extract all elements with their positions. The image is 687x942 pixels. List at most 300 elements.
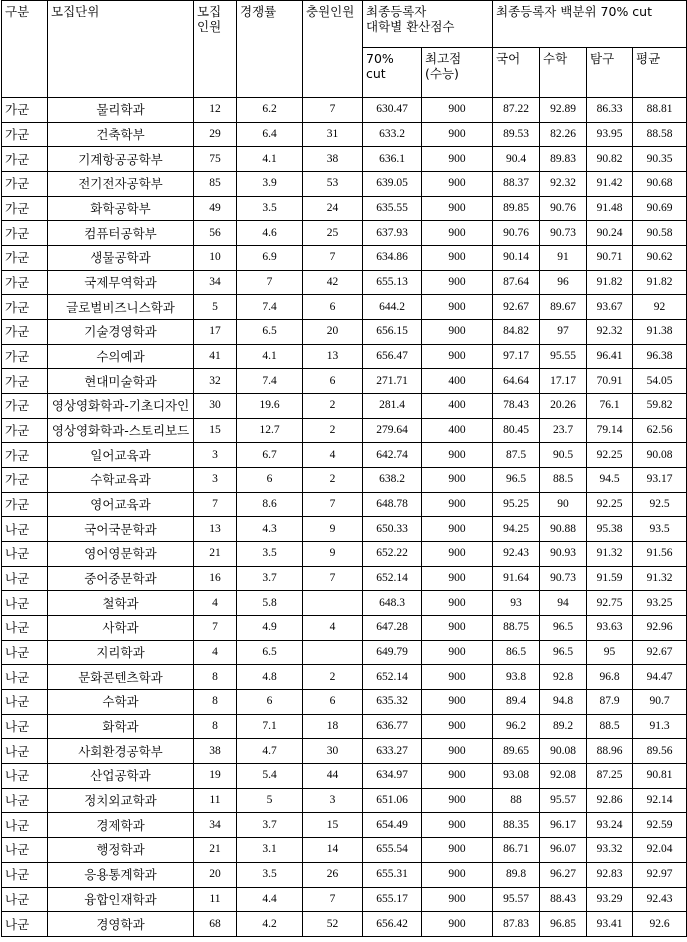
cell-math: 92.89 <box>540 98 587 123</box>
cell-competition: 6.2 <box>237 98 303 123</box>
cell-korean: 91.64 <box>493 566 540 591</box>
cell-inquiry: 92.75 <box>587 591 633 616</box>
cell-average: 92.43 <box>633 887 687 912</box>
cell-max-score: 900 <box>422 788 493 813</box>
cell-competition: 3.7 <box>237 813 303 838</box>
cell-korean: 96.2 <box>493 714 540 739</box>
cell-cut70-score: 634.97 <box>363 764 422 789</box>
cell-average: 88.81 <box>633 98 687 123</box>
cell-extra: 4 <box>303 443 363 468</box>
cell-max-score: 900 <box>422 517 493 542</box>
cell-math: 90.08 <box>540 739 587 764</box>
cell-competition: 4.6 <box>237 221 303 246</box>
cell-korean: 87.64 <box>493 270 540 295</box>
cell-korean: 87.22 <box>493 98 540 123</box>
cell-quota: 21 <box>194 542 237 567</box>
cell-max-score: 900 <box>422 838 493 863</box>
cell-division: 나군 <box>2 616 48 641</box>
cell-division: 가군 <box>2 320 48 345</box>
cell-division: 나군 <box>2 788 48 813</box>
cell-math: 20.26 <box>540 394 587 419</box>
table-row <box>2 443 687 468</box>
cell-extra: 3 <box>303 788 363 813</box>
cell-quota: 29 <box>194 122 237 147</box>
cell-competition: 4.1 <box>237 344 303 369</box>
cell-cut70-score: 655.54 <box>363 838 422 863</box>
cell-cut70-score: 656.15 <box>363 320 422 345</box>
cell-division: 나군 <box>2 690 48 715</box>
table-row <box>2 468 687 493</box>
cell-unit: 컴퓨터공학부 <box>48 221 194 246</box>
cell-average: 92.97 <box>633 862 687 887</box>
cell-extra: 53 <box>303 172 363 197</box>
cell-extra <box>303 640 363 665</box>
cell-max-score: 900 <box>422 887 493 912</box>
cell-extra: 42 <box>303 270 363 295</box>
cell-average: 91.56 <box>633 542 687 567</box>
admission-results-table <box>1 0 687 937</box>
cell-average: 92.96 <box>633 616 687 641</box>
cell-competition: 6 <box>237 690 303 715</box>
cell-division: 가군 <box>2 196 48 221</box>
cell-extra: 26 <box>303 862 363 887</box>
cell-quota: 7 <box>194 616 237 641</box>
cell-extra: 18 <box>303 714 363 739</box>
cell-inquiry: 88.5 <box>587 714 633 739</box>
cell-max-score: 900 <box>422 221 493 246</box>
cell-extra: 24 <box>303 196 363 221</box>
header-extra: 충원인원 <box>303 1 363 98</box>
cell-korean: 86.5 <box>493 640 540 665</box>
cell-quota: 30 <box>194 394 237 419</box>
cell-cut70-score: 633.2 <box>363 122 422 147</box>
cell-division: 가군 <box>2 295 48 320</box>
cell-average: 59.82 <box>633 394 687 419</box>
cell-average: 93.17 <box>633 468 687 493</box>
cell-inquiry: 93.29 <box>587 887 633 912</box>
cell-quota: 32 <box>194 369 237 394</box>
cell-cut70-score: 654.49 <box>363 813 422 838</box>
cell-math: 96.85 <box>540 912 587 937</box>
cell-extra: 6 <box>303 690 363 715</box>
cell-division: 가군 <box>2 418 48 443</box>
cell-inquiry: 86.33 <box>587 98 633 123</box>
cell-max-score: 900 <box>422 591 493 616</box>
cell-extra: 2 <box>303 468 363 493</box>
cell-math: 94 <box>540 591 587 616</box>
cell-average: 91.3 <box>633 714 687 739</box>
cell-extra: 2 <box>303 418 363 443</box>
cell-competition: 6 <box>237 468 303 493</box>
table-row <box>2 838 687 863</box>
cell-extra: 31 <box>303 122 363 147</box>
cell-unit: 전기전자공학부 <box>48 172 194 197</box>
cell-unit: 일어교육과 <box>48 443 194 468</box>
cell-max-score: 900 <box>422 468 493 493</box>
cell-korean: 80.45 <box>493 418 540 443</box>
cell-max-score: 900 <box>422 616 493 641</box>
cell-unit: 수학과 <box>48 690 194 715</box>
table-row <box>2 591 687 616</box>
cell-quota: 49 <box>194 196 237 221</box>
cell-max-score: 900 <box>422 172 493 197</box>
cell-korean: 90.4 <box>493 147 540 172</box>
cell-competition: 6.5 <box>237 640 303 665</box>
cell-extra: 2 <box>303 394 363 419</box>
header-inquiry: 탐구 <box>587 48 633 98</box>
cell-unit: 건축학부 <box>48 122 194 147</box>
cell-extra: 7 <box>303 246 363 271</box>
cell-cut70-score: 638.2 <box>363 468 422 493</box>
cell-inquiry: 91.82 <box>587 270 633 295</box>
cell-math: 94.8 <box>540 690 587 715</box>
cell-division: 가군 <box>2 172 48 197</box>
cell-math: 88.5 <box>540 468 587 493</box>
cell-unit: 현대미술학과 <box>48 369 194 394</box>
cell-division: 나군 <box>2 838 48 863</box>
cell-competition: 8.6 <box>237 492 303 517</box>
cell-quota: 38 <box>194 739 237 764</box>
cell-math: 95.57 <box>540 788 587 813</box>
table-row <box>2 739 687 764</box>
cell-competition: 4.3 <box>237 517 303 542</box>
cell-math: 97 <box>540 320 587 345</box>
cell-math: 92.08 <box>540 764 587 789</box>
cell-math: 89.67 <box>540 295 587 320</box>
cell-korean: 95.57 <box>493 887 540 912</box>
cell-korean: 87.5 <box>493 443 540 468</box>
cell-competition: 5.4 <box>237 764 303 789</box>
cell-extra <box>303 591 363 616</box>
cell-division: 나군 <box>2 764 48 789</box>
cell-extra: 9 <box>303 517 363 542</box>
cell-extra: 7 <box>303 492 363 517</box>
cell-unit: 국어국문학과 <box>48 517 194 542</box>
cell-quota: 3 <box>194 443 237 468</box>
cell-cut70-score: 647.28 <box>363 616 422 641</box>
cell-max-score: 900 <box>422 196 493 221</box>
cell-quota: 20 <box>194 862 237 887</box>
cell-competition: 7.4 <box>237 295 303 320</box>
table-row <box>2 394 687 419</box>
cell-inquiry: 93.63 <box>587 616 633 641</box>
cell-math: 90 <box>540 492 587 517</box>
cell-inquiry: 90.71 <box>587 246 633 271</box>
cell-max-score: 900 <box>422 739 493 764</box>
cell-max-score: 900 <box>422 542 493 567</box>
cell-extra: 4 <box>303 616 363 641</box>
cell-division: 나군 <box>2 517 48 542</box>
cell-cut70-score: 635.32 <box>363 690 422 715</box>
cell-unit: 생물공학과 <box>48 246 194 271</box>
cell-math: 82.26 <box>540 122 587 147</box>
cell-unit: 사학과 <box>48 616 194 641</box>
cell-inquiry: 92.25 <box>587 492 633 517</box>
cell-max-score: 400 <box>422 394 493 419</box>
cell-cut70-score: 649.79 <box>363 640 422 665</box>
cell-unit: 기계항공공학부 <box>48 147 194 172</box>
header-percentile-group: 최종등록자 백분위 70% cut <box>493 1 687 48</box>
table-row <box>2 369 687 394</box>
cell-cut70-score: 652.22 <box>363 542 422 567</box>
cell-cut70-score: 644.2 <box>363 295 422 320</box>
cell-extra: 52 <box>303 912 363 937</box>
table-row <box>2 665 687 690</box>
cell-quota: 8 <box>194 665 237 690</box>
cell-inquiry: 96.41 <box>587 344 633 369</box>
table-row <box>2 764 687 789</box>
header-average: 평균 <box>633 48 687 98</box>
cell-korean: 64.64 <box>493 369 540 394</box>
cell-inquiry: 79.14 <box>587 418 633 443</box>
cell-competition: 4.9 <box>237 616 303 641</box>
header-max-score: 최고점 (수능) <box>422 48 493 98</box>
cell-division: 가군 <box>2 122 48 147</box>
cell-competition: 4.1 <box>237 147 303 172</box>
table-row <box>2 862 687 887</box>
cell-math: 90.76 <box>540 196 587 221</box>
cell-max-score: 400 <box>422 369 493 394</box>
cell-cut70-score: 642.74 <box>363 443 422 468</box>
table-row <box>2 98 687 123</box>
cell-max-score: 900 <box>422 492 493 517</box>
table-row <box>2 690 687 715</box>
cell-korean: 89.85 <box>493 196 540 221</box>
cell-korean: 90.76 <box>493 221 540 246</box>
cell-average: 90.62 <box>633 246 687 271</box>
cell-korean: 88 <box>493 788 540 813</box>
cell-average: 90.58 <box>633 221 687 246</box>
cell-korean: 78.43 <box>493 394 540 419</box>
cell-division: 나군 <box>2 665 48 690</box>
cell-competition: 7 <box>237 270 303 295</box>
cell-korean: 88.37 <box>493 172 540 197</box>
cell-competition: 19.6 <box>237 394 303 419</box>
cell-inquiry: 94.5 <box>587 468 633 493</box>
cell-cut70-score: 652.14 <box>363 566 422 591</box>
cell-average: 92.67 <box>633 640 687 665</box>
cell-korean: 93 <box>493 591 540 616</box>
cell-korean: 92.43 <box>493 542 540 567</box>
cell-korean: 88.75 <box>493 616 540 641</box>
cell-division: 나군 <box>2 912 48 937</box>
cell-korean: 89.53 <box>493 122 540 147</box>
table-row <box>2 640 687 665</box>
header-cut70: 70% cut <box>363 48 422 98</box>
cell-math: 96.07 <box>540 838 587 863</box>
header-score-group: 최종등록자 대학별 환산점수 <box>363 1 493 48</box>
cell-quota: 4 <box>194 591 237 616</box>
cell-unit: 영어교육과 <box>48 492 194 517</box>
cell-max-score: 900 <box>422 270 493 295</box>
cell-unit: 국제무역학과 <box>48 270 194 295</box>
cell-max-score: 900 <box>422 862 493 887</box>
cell-math: 88.43 <box>540 887 587 912</box>
cell-max-score: 900 <box>422 764 493 789</box>
cell-unit: 영어영문학과 <box>48 542 194 567</box>
cell-cut70-score: 636.1 <box>363 147 422 172</box>
cell-korean: 87.83 <box>493 912 540 937</box>
cell-division: 나군 <box>2 591 48 616</box>
cell-average: 62.56 <box>633 418 687 443</box>
table-row <box>2 813 687 838</box>
cell-division: 나군 <box>2 813 48 838</box>
cell-division: 나군 <box>2 566 48 591</box>
cell-extra: 44 <box>303 764 363 789</box>
cell-inquiry: 93.41 <box>587 912 633 937</box>
cell-cut70-score: 655.31 <box>363 862 422 887</box>
cell-extra: 25 <box>303 221 363 246</box>
cell-division: 가군 <box>2 98 48 123</box>
cell-inquiry: 76.1 <box>587 394 633 419</box>
cell-inquiry: 90.82 <box>587 147 633 172</box>
cell-quota: 34 <box>194 270 237 295</box>
cell-competition: 5.8 <box>237 591 303 616</box>
cell-max-score: 900 <box>422 246 493 271</box>
cell-division: 나군 <box>2 862 48 887</box>
cell-math: 90.88 <box>540 517 587 542</box>
cell-quota: 75 <box>194 147 237 172</box>
cell-inquiry: 91.42 <box>587 172 633 197</box>
cell-korean: 93.8 <box>493 665 540 690</box>
cell-division: 가군 <box>2 369 48 394</box>
cell-inquiry: 92.25 <box>587 443 633 468</box>
cell-competition: 6.4 <box>237 122 303 147</box>
cell-quota: 15 <box>194 418 237 443</box>
table-row <box>2 246 687 271</box>
cell-extra: 6 <box>303 369 363 394</box>
cell-unit: 경제학과 <box>48 813 194 838</box>
cell-quota: 85 <box>194 172 237 197</box>
cell-division: 가군 <box>2 147 48 172</box>
cell-division: 가군 <box>2 443 48 468</box>
cell-korean: 92.67 <box>493 295 540 320</box>
cell-extra: 38 <box>303 147 363 172</box>
cell-extra: 7 <box>303 887 363 912</box>
cell-division: 가군 <box>2 221 48 246</box>
table-body <box>2 98 687 937</box>
cell-extra: 7 <box>303 566 363 591</box>
header-quota: 모집 인원 <box>194 1 237 98</box>
cell-math: 96 <box>540 270 587 295</box>
cell-extra: 14 <box>303 838 363 863</box>
cell-unit: 정치외교학과 <box>48 788 194 813</box>
cell-math: 17.17 <box>540 369 587 394</box>
cell-unit: 철학과 <box>48 591 194 616</box>
cell-average: 90.7 <box>633 690 687 715</box>
table-row <box>2 270 687 295</box>
cell-division: 나군 <box>2 640 48 665</box>
header-competition: 경쟁률 <box>237 1 303 98</box>
cell-max-score: 900 <box>422 665 493 690</box>
cell-max-score: 900 <box>422 320 493 345</box>
cell-quota: 19 <box>194 764 237 789</box>
table-row <box>2 418 687 443</box>
cell-inquiry: 93.67 <box>587 295 633 320</box>
cell-korean: 86.71 <box>493 838 540 863</box>
cell-math: 96.5 <box>540 616 587 641</box>
cell-quota: 21 <box>194 838 237 863</box>
cell-average: 89.56 <box>633 739 687 764</box>
cell-division: 가군 <box>2 492 48 517</box>
cell-cut70-score: 634.86 <box>363 246 422 271</box>
cell-quota: 3 <box>194 468 237 493</box>
cell-quota: 13 <box>194 517 237 542</box>
cell-quota: 12 <box>194 98 237 123</box>
cell-unit: 영상영화학과-스토리보드 <box>48 418 194 443</box>
cell-quota: 34 <box>194 813 237 838</box>
cell-unit: 문화콘텐츠학과 <box>48 665 194 690</box>
cell-max-score: 900 <box>422 344 493 369</box>
cell-math: 23.7 <box>540 418 587 443</box>
cell-inquiry: 95.38 <box>587 517 633 542</box>
cell-division: 가군 <box>2 246 48 271</box>
cell-math: 92.8 <box>540 665 587 690</box>
cell-korean: 96.5 <box>493 468 540 493</box>
cell-inquiry: 92.86 <box>587 788 633 813</box>
cell-average: 90.81 <box>633 764 687 789</box>
cell-max-score: 900 <box>422 98 493 123</box>
cell-korean: 88.35 <box>493 813 540 838</box>
cell-math: 96.27 <box>540 862 587 887</box>
table-row <box>2 887 687 912</box>
cell-unit: 지리학과 <box>48 640 194 665</box>
cell-extra: 6 <box>303 295 363 320</box>
cell-cut70-score: 635.55 <box>363 196 422 221</box>
cell-competition: 3.5 <box>237 196 303 221</box>
cell-average: 93.25 <box>633 591 687 616</box>
cell-cut70-score: 651.06 <box>363 788 422 813</box>
cell-math: 95.55 <box>540 344 587 369</box>
cell-extra: 15 <box>303 813 363 838</box>
table-row <box>2 616 687 641</box>
cell-extra: 30 <box>303 739 363 764</box>
cell-division: 나군 <box>2 887 48 912</box>
cell-competition: 7.4 <box>237 369 303 394</box>
cell-unit: 물리학과 <box>48 98 194 123</box>
table-row <box>2 492 687 517</box>
cell-cut70-score: 656.47 <box>363 344 422 369</box>
table-row <box>2 320 687 345</box>
cell-cut70-score: 639.05 <box>363 172 422 197</box>
cell-korean: 84.82 <box>493 320 540 345</box>
cell-average: 91.38 <box>633 320 687 345</box>
cell-competition: 6.7 <box>237 443 303 468</box>
cell-competition: 4.7 <box>237 739 303 764</box>
cell-competition: 3.1 <box>237 838 303 863</box>
cell-inquiry: 93.24 <box>587 813 633 838</box>
cell-competition: 7.1 <box>237 714 303 739</box>
cell-average: 94.47 <box>633 665 687 690</box>
cell-cut70-score: 637.93 <box>363 221 422 246</box>
cell-average: 92.04 <box>633 838 687 863</box>
cell-inquiry: 90.24 <box>587 221 633 246</box>
cell-competition: 3.5 <box>237 862 303 887</box>
cell-quota: 7 <box>194 492 237 517</box>
cell-max-score: 900 <box>422 122 493 147</box>
cell-competition: 3.5 <box>237 542 303 567</box>
cell-unit: 수학교육과 <box>48 468 194 493</box>
cell-competition: 4.8 <box>237 665 303 690</box>
cell-unit: 사회환경공학부 <box>48 739 194 764</box>
cell-inquiry: 95 <box>587 640 633 665</box>
cell-cut70-score: 648.3 <box>363 591 422 616</box>
cell-unit: 경영학과 <box>48 912 194 937</box>
cell-cut70-score: 652.14 <box>363 665 422 690</box>
cell-average: 91.32 <box>633 566 687 591</box>
cell-math: 96.17 <box>540 813 587 838</box>
table-row <box>2 714 687 739</box>
